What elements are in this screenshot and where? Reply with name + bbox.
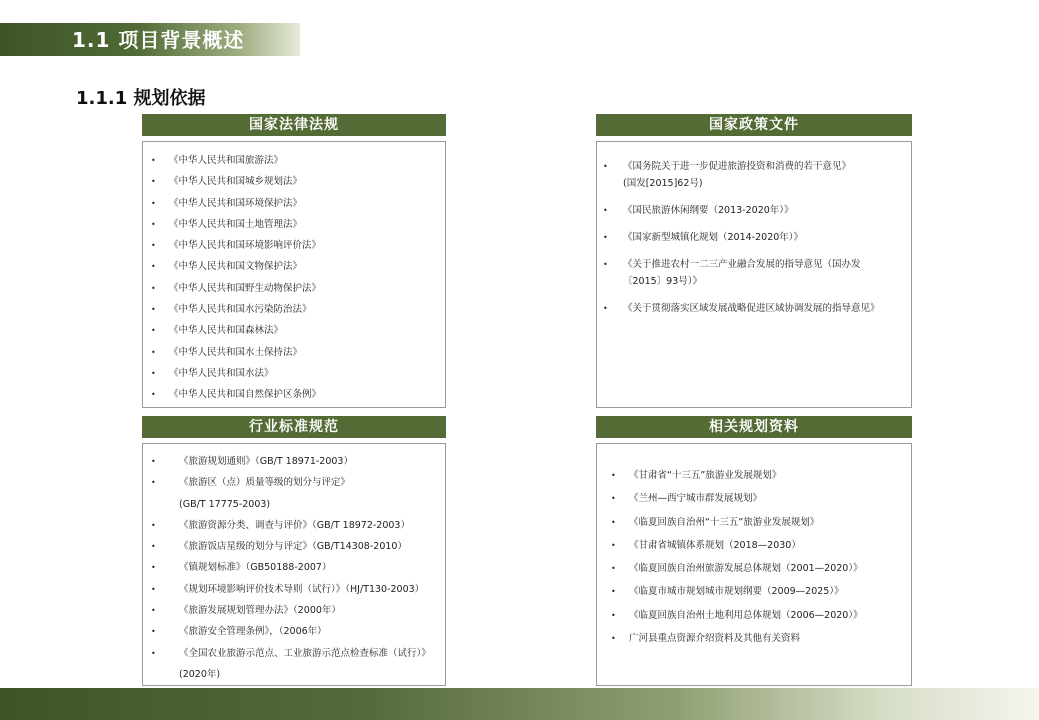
list-item — [143, 193, 445, 214]
list-item — [143, 235, 445, 256]
bullet-icon: • — [151, 347, 156, 357]
list-item-text: 《中华人民共和国森林法》 — [169, 325, 284, 337]
bullet-icon: • — [151, 648, 156, 658]
national-laws-list — [143, 142, 445, 406]
panel-header-industry-standards: 行业标准规范 — [142, 416, 446, 438]
bullet-icon: • — [151, 283, 156, 293]
bullet-icon: • — [611, 471, 616, 480]
bullet-icon: • — [603, 304, 608, 313]
bullet-icon: • — [151, 542, 156, 552]
bullet-icon: • — [603, 233, 608, 242]
list-item — [597, 604, 911, 627]
panel-header-national-laws: 国家法律法规 — [142, 114, 446, 136]
list-item — [597, 202, 911, 219]
list-item-text: 《中华人民共和国环境保护法》 — [169, 197, 303, 209]
panel-national-policies — [596, 141, 912, 408]
list-item — [143, 384, 445, 405]
panel-industry-standards — [142, 443, 446, 686]
bullet-icon: • — [151, 219, 156, 229]
list-item-text: 《中华人民共和国土地管理法》 — [169, 218, 303, 230]
list-item-text: 《临夏回族自治州“十三五”旅游业发展规划》 — [629, 516, 820, 528]
list-item-text: 《临夏回族自治州旅游发展总体规划（2001—2020）》 — [629, 563, 863, 575]
bullet-icon: • — [151, 390, 156, 400]
list-item — [143, 515, 445, 536]
bullet-icon: • — [151, 520, 156, 530]
bullet-icon: • — [603, 260, 608, 269]
bullet-icon: • — [611, 540, 616, 550]
list-item — [143, 557, 445, 578]
bullet-icon: • — [151, 563, 156, 573]
industry-standards-list — [143, 444, 445, 685]
list-item-text: 《中华人民共和国环境影响评价法》 — [169, 240, 322, 252]
list-item — [597, 487, 911, 510]
list-item — [143, 342, 445, 363]
list-item-text: 《国民旅游休闲纲要（2013-2020年）》 — [623, 205, 794, 216]
list-item — [143, 278, 445, 299]
bullet-icon: • — [151, 198, 156, 208]
list-item — [143, 363, 445, 384]
footer-band — [0, 688, 1039, 720]
list-item — [597, 300, 911, 317]
list-item — [143, 320, 445, 341]
list-item-text: 《关于贯彻落实区域发展战略促进区域协调发展的指导意见》 — [623, 303, 880, 314]
list-item-text: 《中华人民共和国野生动物保护法》 — [169, 282, 322, 294]
list-item — [597, 464, 911, 487]
list-item-text: 《规划环境影响评价技术导则（试行）》（HJ/T130-2003） — [179, 583, 425, 595]
national-policies-list — [597, 142, 911, 317]
panel-header-related-plans: 相关规划资料 — [596, 416, 912, 438]
list-item-text: 《临夏回族自治州土地利用总体规划（2006—2020）》 — [629, 609, 863, 621]
list-item-continuation: (GB/T 17775-2003) — [179, 498, 271, 510]
list-item-text: 《中华人民共和国城乡规划法》 — [169, 176, 303, 188]
bullet-icon: • — [611, 587, 616, 597]
bullet-icon: • — [151, 368, 156, 378]
list-item-text: 《临夏市城市规划城市规划纲要（2009—2025）》 — [629, 586, 844, 598]
bullet-icon: • — [611, 634, 616, 644]
list-item-continuation: (2020年) — [179, 668, 221, 680]
bullet-icon: • — [151, 606, 156, 616]
list-item — [597, 229, 911, 246]
list-item-text: 《中华人民共和国水污染防治法》 — [169, 304, 312, 316]
list-item — [143, 214, 445, 235]
list-item-text: 《旅游区（点）质量等级的划分与评定》 — [179, 477, 351, 489]
list-item — [143, 299, 445, 320]
list-item-text: 《中华人民共和国水土保持法》 — [169, 346, 303, 358]
list-item — [597, 627, 911, 650]
list-item — [143, 171, 445, 192]
list-item — [143, 579, 445, 600]
list-item — [143, 536, 445, 557]
list-item-text: 《甘肃省“十三五”旅游业发展规划》 — [629, 470, 782, 481]
list-item-text: 广河县重点资源介绍资料及其他有关资料 — [629, 633, 801, 645]
list-item-text: 《甘肃省城镇体系规划（2018—2030） — [629, 539, 801, 551]
list-item-text: 《旅游发展规划管理办法》（2000年） — [179, 605, 341, 617]
bullet-icon: • — [151, 262, 156, 272]
list-item-text: 《中华人民共和国文物保护法》 — [169, 261, 303, 273]
panel-related-plans — [596, 443, 912, 686]
list-item-text: 《旅游资源分类、调查与评价》（GB/T 18972-2003） — [179, 519, 410, 531]
bullet-icon: • — [611, 517, 616, 527]
list-item-text: 《旅游饭店星级的划分与评定》（GB/T14308-2010） — [179, 541, 407, 553]
list-item — [597, 580, 911, 603]
list-item — [597, 511, 911, 534]
bullet-icon: • — [603, 162, 608, 171]
bullet-icon: • — [151, 457, 156, 466]
bullet-icon: • — [611, 494, 616, 504]
section-subtitle: 1.1.1 规划依据 — [76, 88, 206, 109]
bullet-icon: • — [151, 584, 156, 594]
list-item-continuation: (国发[2015]62号) — [623, 178, 703, 189]
list-item-text: 《中华人民共和国水法》 — [169, 367, 274, 379]
bullet-icon: • — [151, 241, 156, 251]
page-title: 1.1 项目背景概述 — [72, 28, 245, 52]
list-item-continuation: 〔2015〕93号）》 — [623, 276, 703, 287]
list-item — [597, 534, 911, 557]
related-plans-list — [597, 444, 911, 650]
list-item-text: 《镇规划标准》（GB50188-2007） — [179, 562, 332, 574]
list-item-text: 《全国农业旅游示范点、工业旅游示范点检查标准（试行）》 — [179, 647, 431, 659]
list-item-text: 《旅游规划通则》（GB/T 18971-2003） — [179, 456, 353, 467]
list-item — [143, 600, 445, 621]
list-item-text: 《国家新型城镇化规划（2014-2020年）》 — [623, 232, 804, 243]
panel-header-national-policies: 国家政策文件 — [596, 114, 912, 136]
list-item — [143, 472, 445, 515]
bullet-icon: • — [603, 206, 608, 215]
list-item — [143, 643, 445, 686]
list-item — [143, 451, 445, 472]
list-item — [597, 557, 911, 580]
list-item-text: 《关于推进农村一二三产业融合发展的指导意见（国办发 — [623, 259, 861, 270]
bullet-icon: • — [151, 177, 156, 187]
bullet-icon: • — [151, 627, 156, 637]
bullet-icon: • — [151, 305, 156, 315]
bullet-icon: • — [611, 610, 616, 620]
bullet-icon: • — [151, 478, 156, 488]
list-item — [143, 256, 445, 277]
bullet-icon: • — [151, 326, 156, 336]
list-item-text: 《旅游安全管理条例》，（2006年） — [179, 626, 327, 638]
list-item-text: 《中华人民共和国旅游法》 — [169, 155, 284, 166]
list-item — [143, 621, 445, 642]
list-item-text: 《兰州—西宁城市群发展规划》 — [629, 493, 763, 505]
list-item — [597, 256, 911, 290]
bullet-icon: • — [611, 564, 616, 574]
panel-national-laws — [142, 141, 446, 408]
list-item — [597, 158, 911, 192]
list-item — [143, 150, 445, 171]
list-item-text: 《国务院关于进一步促进旅游投资和消费的若干意见》 — [623, 161, 852, 172]
list-item-text: 《中华人民共和国自然保护区条例》 — [169, 389, 322, 401]
bullet-icon: • — [151, 156, 156, 165]
